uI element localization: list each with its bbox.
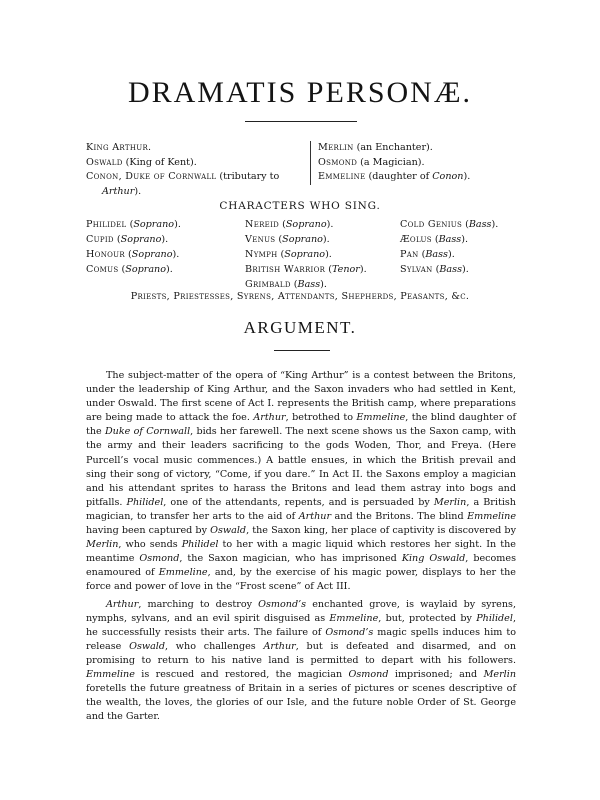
italic-name: Arthur xyxy=(298,510,332,522)
italic-name: Emmeline xyxy=(86,668,135,680)
singer-voice: Soprano xyxy=(133,219,175,230)
cast-name: Osmond xyxy=(318,156,358,168)
singer-entry: British Warrior (Tenor). xyxy=(245,264,367,275)
cast-note-em: Arthur xyxy=(102,185,135,197)
cast-entry xyxy=(318,156,528,171)
italic-name: Osmond’s xyxy=(258,598,307,610)
singer-name: British Warrior xyxy=(245,264,326,275)
singer-entry: Nymph (Soprano). xyxy=(245,249,332,260)
italic-name: Emmeline xyxy=(158,567,208,579)
italic-name: Emmeline xyxy=(467,510,516,522)
italic-name: Arthur xyxy=(106,598,139,610)
singer-voice: Soprano xyxy=(125,264,167,275)
cast-name: Oswald xyxy=(86,156,123,168)
cast-entry xyxy=(318,170,528,185)
singers-column-1 xyxy=(86,217,181,277)
argument-paragraph: The subject-matter of the opera of “King Arthur” is a contest between the Britons, under the leadership of King Arthur, and the Saxon invaders who had settled in Kent, under Oswald. The first scene of Act I. represents the British camp, where preparations are being made to attack the foe. Arthur, betrothed to Emmeline, the blind daughter of the Duke of Cornwall, bids her farewell. The next scene shows us the Saxon camp, with the army and their leaders sacrificing to the gods Woden, Thor, and Freya. (Here Purcell’s vocal music commences.) A battle ensues, in which the British prevail and sing their song of victory, “Come, if you dare.” In Act II. the Saxons employ a magician and his attendant sprites to harass the Britons and lead them astray into bogs and pitfalls. Philidel, one of the attendants, repents, and is persuaded by Merlin, a British magician, to transfer her arts to the aid of Arthur and the Britons. The blind Emmeline having been captured by Oswald, the Saxon king, her place of captivity is discovered by Merlin, who sends Philidel to her with a magic liquid which restores her sight. In the meantime Osmond, the Saxon magician, who has imprisoned King Oswald, becomes enamoured of Emmeline, and, by the exercise of his magic power, displays to her the force and power of love in the “Frost scene” of Act III. xyxy=(86,370,517,593)
cast-note: (a Magician). xyxy=(357,156,425,168)
cast-name: King Arthur. xyxy=(86,142,152,153)
cast-column-divider xyxy=(310,141,311,185)
singer-voice: Bass xyxy=(438,234,462,245)
italic-name: Merlin xyxy=(433,496,467,508)
italic-name: Osmond’s xyxy=(325,626,374,638)
italic-name: Osmond xyxy=(348,668,389,680)
cast-entry xyxy=(318,141,528,156)
singer-entry: Cold Genius (Bass). xyxy=(400,219,499,230)
italic-name: Oswald xyxy=(210,525,247,537)
singer-voice: Bass xyxy=(297,279,321,290)
singer-entry: Sylvan (Bass). xyxy=(400,264,469,275)
cast-entry-continuation xyxy=(86,185,306,200)
singer-name: Honour xyxy=(86,249,125,260)
cast-entry xyxy=(86,170,306,185)
singer-entry: Pan (Bass). xyxy=(400,249,455,260)
italic-name: Philidel xyxy=(181,539,219,551)
singer-voice: Tenor xyxy=(332,264,360,275)
singer-entry: Venus (Soprano). xyxy=(245,234,330,245)
singer-entry: Cupid (Soprano). xyxy=(86,234,169,245)
singer-entry: Comus (Soprano). xyxy=(86,264,173,275)
argument-divider xyxy=(274,350,330,351)
singer-voice: Soprano xyxy=(285,219,327,230)
singer-voice: Soprano xyxy=(282,234,323,245)
singer-name: Venus xyxy=(245,234,276,245)
singer-voice: Soprano xyxy=(131,249,173,260)
singer-name: Grimbald xyxy=(245,279,291,290)
singer-entry: Æolus (Bass). xyxy=(400,234,469,245)
singer-name: Cupid xyxy=(86,234,114,245)
singer-entry: Honour (Soprano). xyxy=(86,249,180,260)
italic-name: Oswald xyxy=(129,640,166,652)
page-title: DRAMATIS PERSONÆ. xyxy=(127,76,473,109)
argument-body xyxy=(86,369,516,724)
italic-name: Philidel xyxy=(126,496,164,508)
singer-name: Æolus xyxy=(400,234,432,245)
cast-note-tail: ). xyxy=(463,171,471,183)
singer-name: Nymph xyxy=(245,249,278,260)
singers-column-3 xyxy=(400,217,498,277)
singer-voice: Soprano xyxy=(120,234,162,245)
cast-note: (tributary to xyxy=(216,171,280,183)
singer-entry: Grimbald (Bass). xyxy=(245,279,327,290)
argument-paragraph: Arthur, marching to destroy Osmond’s enchanted grove, is waylaid by syrens, nymphs, sylvans, and an evil spirit disguised as Emmeline, but, protected by Philidel, he successfully resists their arts. The failure of Osmond’s magic spells induces him to release Oswald, who challenges Arthur, but is defeated and disarmed, and on promising to return to his native land is permitted to depart with his followers. Emmeline is rescued and restored, the magician Osmond imprisoned; and Merlin foretells the future greatness of Britain in a series of pictures or scenes descriptive of the wealth, the loves, the glories of our Isle, and the future noble Order of St. George and the Garter. xyxy=(86,598,516,723)
singer-entry: Philidel (Soprano). xyxy=(86,219,181,230)
italic-name: Osmond xyxy=(139,553,180,565)
singer-voice: Bass xyxy=(439,264,462,275)
italic-name: Arthur xyxy=(253,412,286,424)
italic-name: Arthur xyxy=(263,640,296,652)
singer-name: Philidel xyxy=(86,219,127,230)
cast-entry xyxy=(86,156,306,171)
italic-name: Duke of Cornwall xyxy=(104,426,191,438)
singer-voice: Soprano xyxy=(284,249,326,260)
italic-name: Emmeline xyxy=(356,412,406,424)
title-divider xyxy=(245,121,357,122)
characters-heading: CHARACTERS WHO SING. xyxy=(219,200,381,212)
ensemble-list: Priests, Priestesses, Syrens, Attendants, Shepherds, Peasants, &c. xyxy=(130,291,470,302)
singer-name: Cold Genius xyxy=(400,219,463,230)
cast-list-left xyxy=(86,141,306,199)
singer-name: Nereid xyxy=(245,219,280,230)
cast-name: Merlin xyxy=(318,142,354,153)
cast-name: Conon, Duke of Cornwall xyxy=(86,171,217,183)
cast-note: (King of Kent). xyxy=(122,156,197,168)
cast-note: (daughter of xyxy=(365,171,433,183)
cast-note-em: Conon xyxy=(432,171,464,183)
cast-entry xyxy=(86,141,306,156)
cast-note: (an Enchanter). xyxy=(353,142,433,153)
italic-name: Emmeline xyxy=(329,612,379,624)
singers-column-2 xyxy=(245,217,367,292)
argument-heading: ARGUMENT. xyxy=(243,318,357,337)
cast-name: Emmeline xyxy=(318,171,366,183)
singer-name: Sylvan xyxy=(400,264,433,275)
italic-name: Philidel xyxy=(476,612,513,624)
cast-list-right xyxy=(318,141,528,185)
singer-voice: Bass xyxy=(425,249,448,260)
singer-entry: Nereid (Soprano). xyxy=(245,219,334,230)
singer-voice: Bass xyxy=(468,219,492,230)
cast-note-tail: ). xyxy=(134,185,142,197)
italic-name: King Oswald xyxy=(401,553,466,565)
italic-name: Merlin xyxy=(86,539,119,551)
italic-name: Merlin xyxy=(483,668,516,680)
singer-name: Pan xyxy=(400,249,419,260)
singer-name: Comus xyxy=(86,264,119,275)
